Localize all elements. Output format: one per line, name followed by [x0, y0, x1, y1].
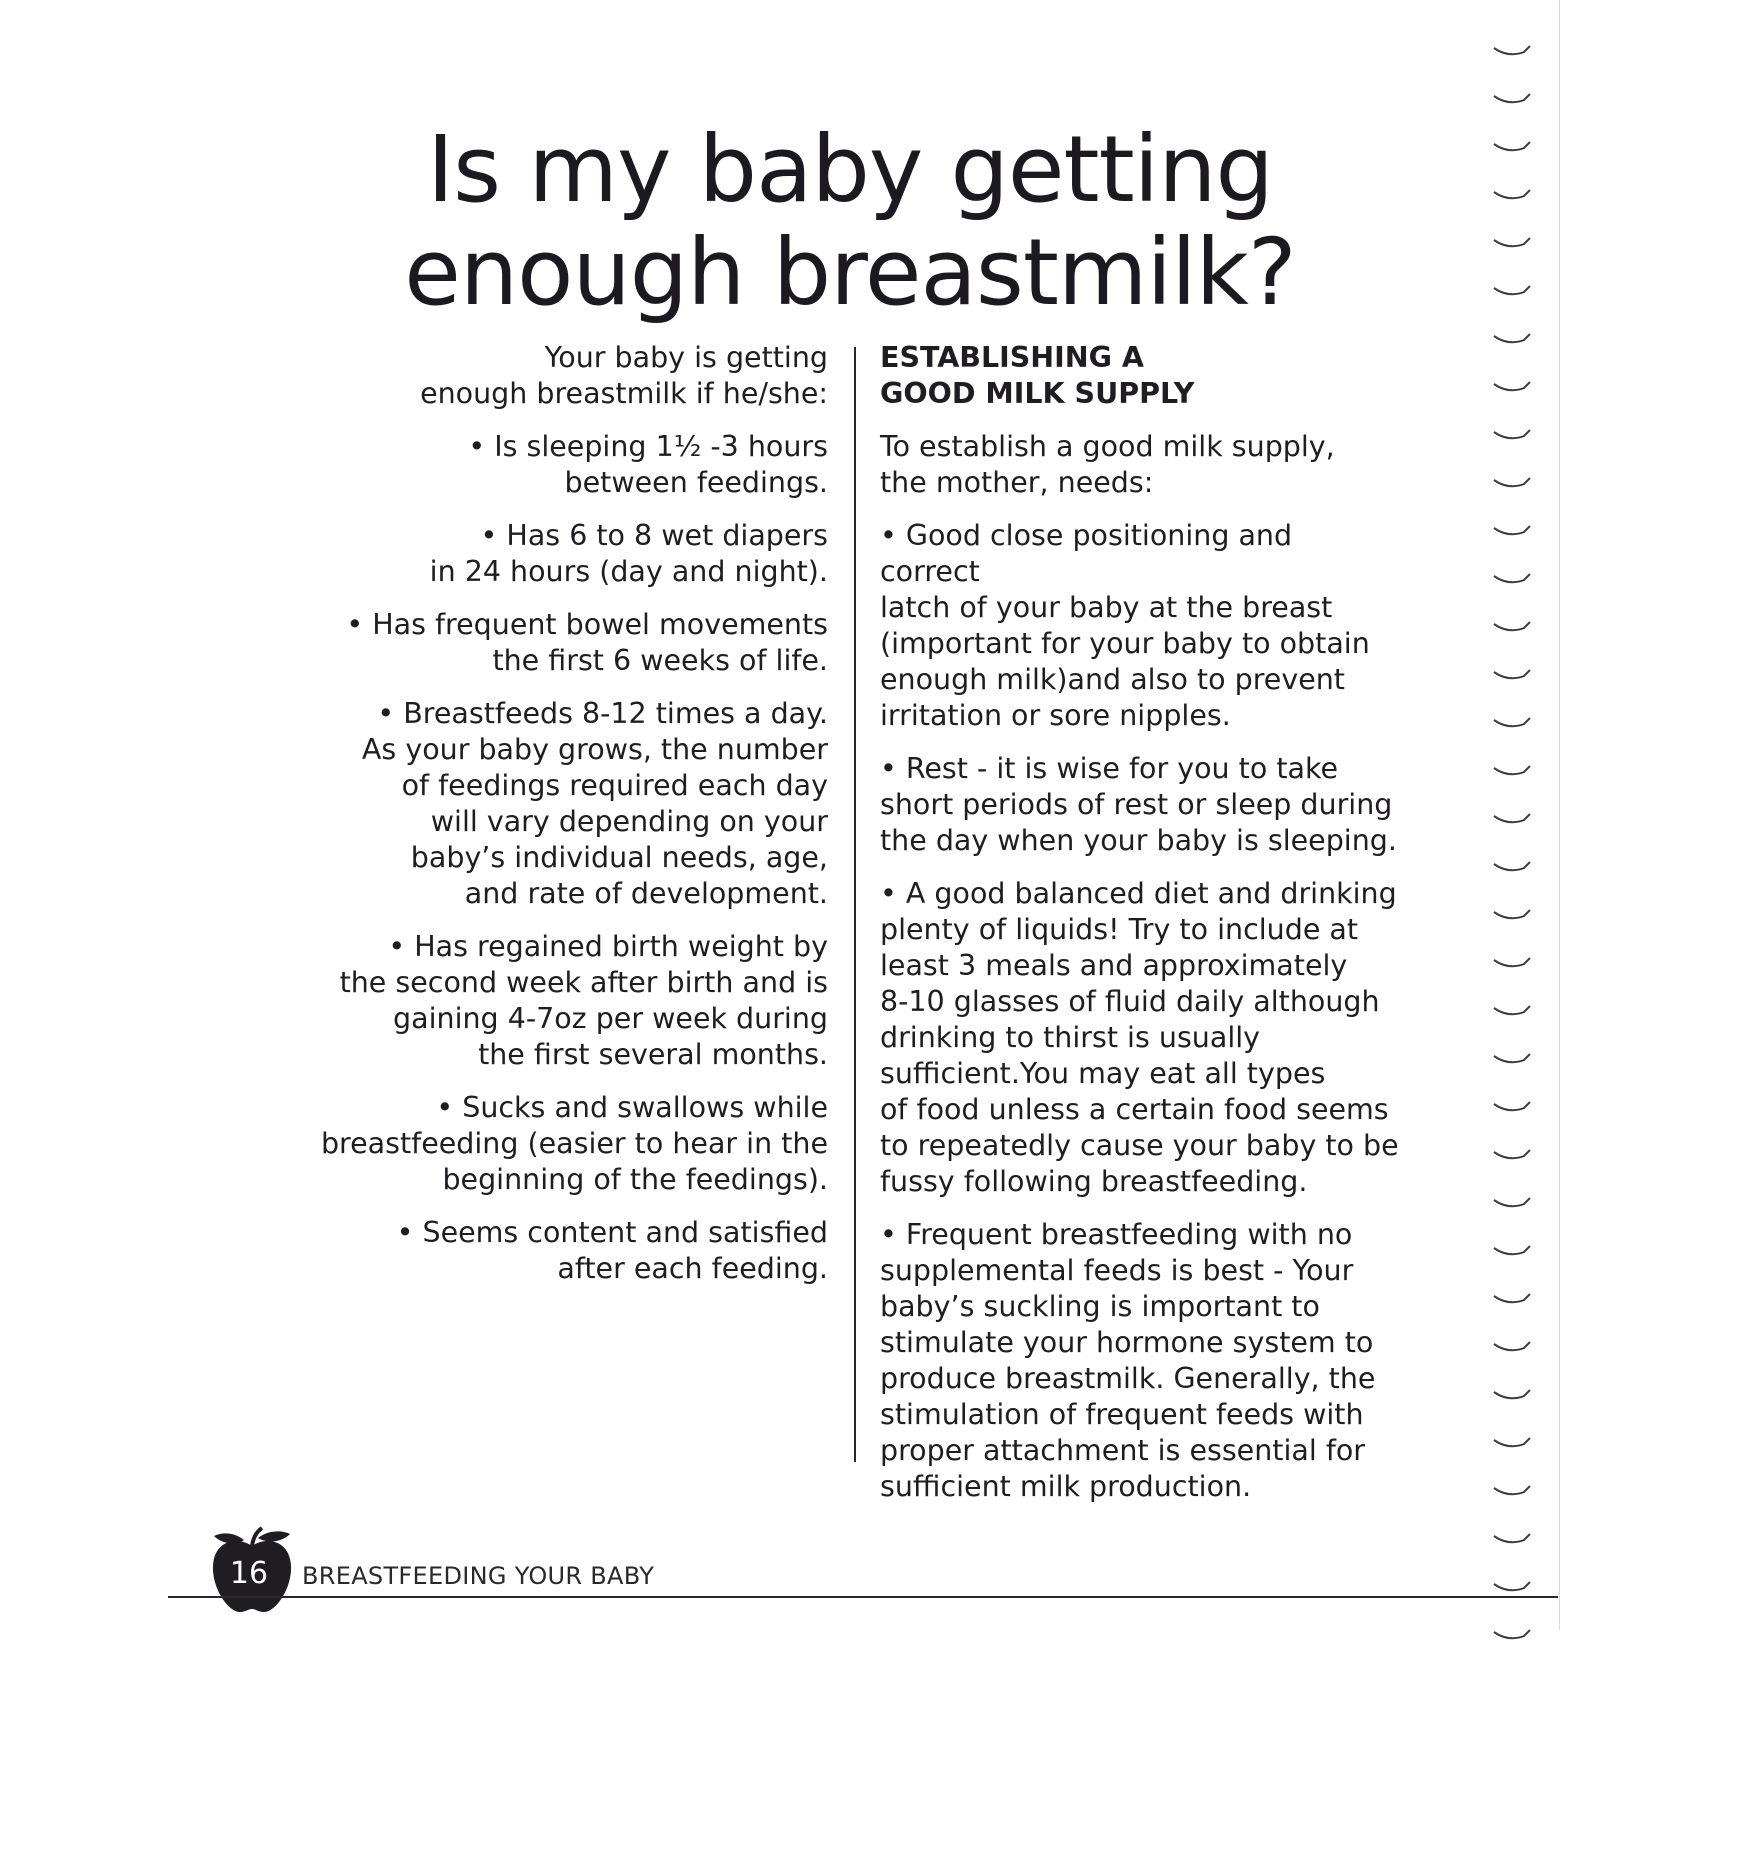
- binding-hole-mark: [1494, 238, 1530, 246]
- line: of feedings required each day: [401, 769, 828, 802]
- line: (important for your baby to obtain: [880, 627, 1370, 660]
- line: baby’s suckling is important to: [880, 1290, 1320, 1323]
- line: between feedings.: [564, 466, 828, 499]
- left-intro-line-2: enough breastmilk if he/she:: [420, 377, 828, 410]
- footer-rule: [168, 1596, 1558, 1598]
- line: • Has 6 to 8 wet diapers: [480, 519, 828, 552]
- line: • Has frequent bowel movements: [346, 608, 828, 641]
- binding-hole-mark: [1494, 1630, 1530, 1638]
- line: the first 6 weeks of life.: [492, 644, 828, 677]
- right-item-frequent: [880, 1217, 1400, 1505]
- right-column: [880, 340, 1400, 1522]
- line: of food unless a certain food seems: [880, 1093, 1389, 1126]
- binding-hole-mark: [1494, 46, 1530, 54]
- line: 8-10 glasses of fluid daily although: [880, 985, 1380, 1018]
- line: • Is sleeping 1½ -3 hours: [468, 430, 828, 463]
- page-footer: [168, 1526, 1558, 1606]
- right-intro-line-2: the mother, needs:: [880, 466, 1154, 499]
- footer-label: BREASTFEEDING YOUR BABY: [302, 1562, 655, 1590]
- line: sufficient.You may eat all types: [880, 1057, 1326, 1090]
- binding-hole-mark: [1494, 478, 1530, 486]
- binding-hole-mark: [1494, 958, 1530, 966]
- binding-hole-mark: [1494, 142, 1530, 150]
- binding-hole-mark: [1494, 382, 1530, 390]
- left-item-breastfeeds: [300, 696, 828, 912]
- binding-hole-mark: [1494, 1054, 1530, 1062]
- page-number: 16: [229, 1556, 269, 1591]
- binding-hole-mark: [1494, 574, 1530, 582]
- line: baby’s individual needs, age,: [410, 841, 828, 874]
- binding-hole-mark: [1494, 862, 1530, 870]
- right-intro: [880, 429, 1400, 501]
- line: will vary depending on your: [430, 805, 828, 838]
- left-intro: [300, 340, 828, 412]
- line: proper attachment is essential for: [880, 1434, 1366, 1467]
- line: breastfeeding (easier to hear in the: [320, 1127, 828, 1160]
- line: • Seems content and satisfied: [396, 1216, 828, 1249]
- right-item-diet: [880, 876, 1400, 1200]
- binding-hole-mark: [1494, 1486, 1530, 1494]
- left-column: [300, 340, 828, 1304]
- left-item-content: [300, 1215, 828, 1287]
- binding-hole-mark: [1494, 334, 1530, 342]
- binding-hole-mark: [1494, 190, 1530, 198]
- title-line-2: enough breastmilk?: [404, 219, 1296, 326]
- right-heading-line-1: ESTABLISHING A: [880, 341, 1144, 374]
- binding-hole-mark: [1494, 1438, 1530, 1446]
- binding-hole-mark: [1494, 910, 1530, 918]
- right-item-rest: [880, 751, 1400, 859]
- binding-hole-mark: [1494, 1246, 1530, 1254]
- binding-hole-mark: [1494, 526, 1530, 534]
- line: after each feeding.: [557, 1252, 828, 1285]
- line: • Breastfeeds 8-12 times a day.: [377, 697, 828, 730]
- binding-hole-mark: [1494, 1006, 1530, 1014]
- line: to repeatedly cause your baby to be: [880, 1129, 1399, 1162]
- line: produce breastmilk. Generally, the: [880, 1362, 1376, 1395]
- binding-hole-mark: [1494, 718, 1530, 726]
- left-item-sucks: [300, 1090, 828, 1198]
- line: • A good balanced diet and drinking: [880, 877, 1397, 910]
- title-line-1: Is my baby getting: [427, 116, 1273, 223]
- left-item-weight: [300, 929, 828, 1073]
- line: fussy following breastfeeding.: [880, 1165, 1308, 1198]
- line: • Has regained birth weight by: [388, 930, 828, 963]
- line: short periods of rest or sleep during: [880, 788, 1393, 821]
- left-item-bowel: [300, 607, 828, 679]
- binding-hole-mark: [1494, 670, 1530, 678]
- binding-hole-mark: [1494, 286, 1530, 294]
- binding-hole-mark: [1494, 766, 1530, 774]
- left-intro-line-1: Your baby is getting: [544, 341, 828, 374]
- line: in 24 hours (day and night).: [429, 555, 828, 588]
- right-heading-line-2: GOOD MILK SUPPLY: [880, 377, 1195, 410]
- right-intro-line-1: To establish a good milk supply,: [880, 430, 1335, 463]
- binding-hole-mark: [1494, 1150, 1530, 1158]
- line: the first several months.: [478, 1038, 828, 1071]
- line: sufficient milk production.: [880, 1470, 1252, 1503]
- spiral-binding-holes: [1490, 30, 1560, 1730]
- line: • Rest - it is wise for you to take: [880, 752, 1339, 785]
- binding-hole-mark: [1494, 430, 1530, 438]
- binding-hole-mark: [1494, 1342, 1530, 1350]
- binding-hole-mark: [1494, 1294, 1530, 1302]
- line: the second week after birth and is: [339, 966, 828, 999]
- line: gaining 4-7oz per week during: [393, 1002, 828, 1035]
- binding-hole-mark: [1494, 94, 1530, 102]
- binding-hole-mark: [1494, 1390, 1530, 1398]
- line: supplemental feeds is best - Your: [880, 1254, 1354, 1287]
- line: As your baby grows, the number: [361, 733, 828, 766]
- line: stimulate your hormone system to: [880, 1326, 1374, 1359]
- line: least 3 meals and approximately: [880, 949, 1348, 982]
- line: plenty of liquids! Try to include at: [880, 913, 1359, 946]
- line: irritation or sore nipples.: [880, 699, 1231, 732]
- line: and rate of development.: [464, 877, 828, 910]
- binding-hole-mark: [1494, 1102, 1530, 1110]
- line: • Frequent breastfeeding with no: [880, 1218, 1353, 1251]
- right-heading: [880, 340, 1400, 412]
- line: enough milk)and also to prevent: [880, 663, 1345, 696]
- column-divider: [854, 347, 856, 1462]
- line: latch of your baby at the breast: [880, 591, 1333, 624]
- binding-hole-mark: [1494, 1534, 1530, 1542]
- left-item-diapers: [300, 518, 828, 590]
- binding-hole-mark: [1494, 1198, 1530, 1206]
- line: stimulation of frequent feeds with: [880, 1398, 1364, 1431]
- line: • Sucks and swallows while: [436, 1091, 828, 1124]
- binding-hole-mark: [1494, 814, 1530, 822]
- line: • Good close positioning and correct: [880, 519, 1293, 588]
- left-item-sleeping: [300, 429, 828, 501]
- page-title: [0, 118, 1700, 324]
- line: beginning of the feedings).: [442, 1163, 828, 1196]
- binding-hole-mark: [1494, 622, 1530, 630]
- line: drinking to thirst is usually: [880, 1021, 1261, 1054]
- line: the day when your baby is sleeping.: [880, 824, 1397, 857]
- right-item-positioning: [880, 518, 1400, 734]
- binding-hole-mark: [1494, 1582, 1530, 1590]
